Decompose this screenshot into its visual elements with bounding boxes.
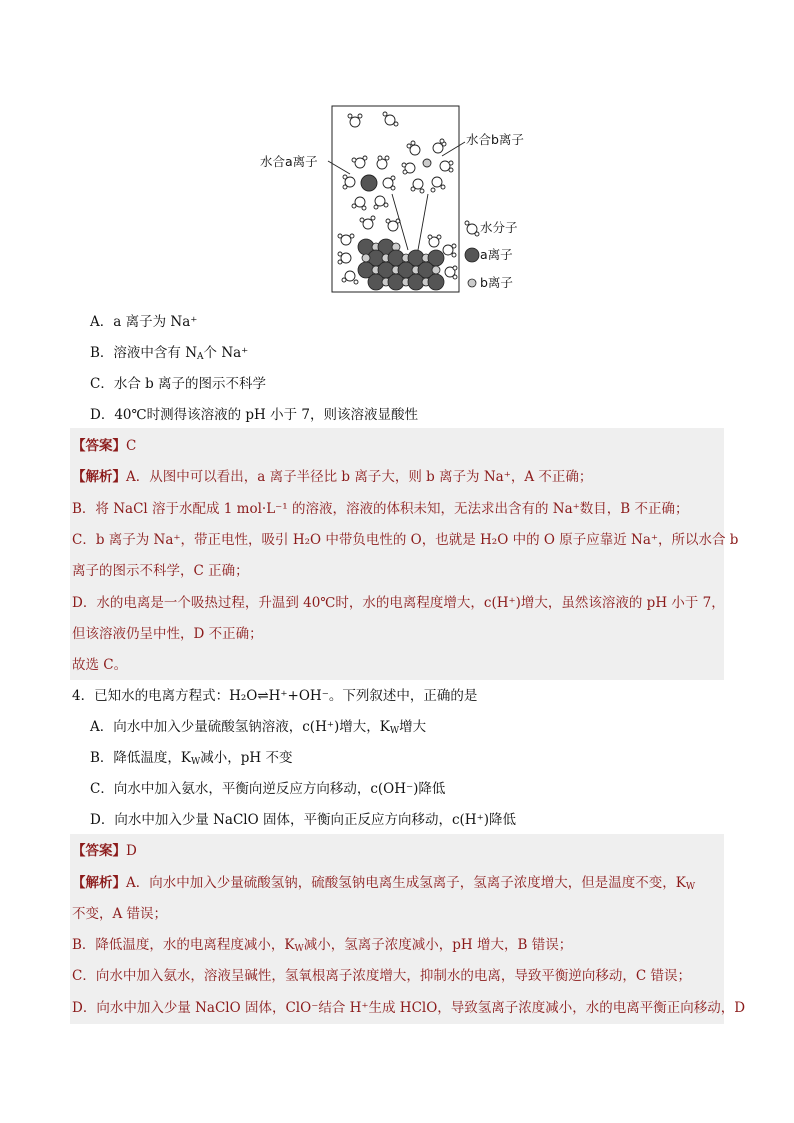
figure-legend bbox=[465, 220, 518, 290]
answer-value: D bbox=[126, 843, 137, 859]
q3-answer bbox=[72, 436, 136, 456]
q3-analysis-d-line1: D．水的电离是一个吸热过程，升温到 40℃时，水的电离程度增大，c(H⁺)增大，虽然该溶液的 pH 小于 7， bbox=[72, 595, 725, 611]
q3-analysis-c-line1: C．b 离子为 Na⁺，带正电性，吸引 H₂O 中带负电性的 O，也就是 H₂O 中的 O 原子应靠近 Na⁺，所以水合 b bbox=[72, 532, 739, 548]
q3-option-b-text: B．溶液中含有 N bbox=[90, 345, 198, 361]
q3-analysis-d-line2: 但该溶液仍呈中性，D 不正确； bbox=[72, 626, 263, 642]
q4-option-a-post: 增大 bbox=[399, 719, 427, 735]
q4-answer-block bbox=[70, 834, 724, 1024]
q3-option-b-sub: A bbox=[197, 352, 204, 362]
analysis-a-text: A．从图中可以看出，a 离子半径比 b 离子大，则 b 离子为 Na⁺，A 不正确； bbox=[126, 469, 593, 485]
q4-option-c: C．向水中加入氨水，平衡向逆反应方向移动，c(OH⁻)降低 bbox=[90, 781, 446, 797]
answer-value: C bbox=[126, 438, 137, 454]
q4-analysis-c: C．向水中加入氨水，溶液呈碱性，氢氧根离子浓度增大，抑制水的电离，导致平衡逆向移动，C 错误； bbox=[72, 968, 691, 984]
ion-hydration-figure bbox=[250, 100, 550, 300]
q3-analysis-a bbox=[72, 467, 592, 487]
analysis-b-post: 减小，氢离子浓度减小，pH 增大，B 错误； bbox=[303, 937, 573, 953]
q3-option-b bbox=[90, 343, 248, 367]
q3-conclusion: 故选 C。 bbox=[72, 657, 128, 673]
legend-a-label: a离子 bbox=[480, 247, 513, 262]
q3-option-a: A．a 离子为 Na⁺ bbox=[90, 314, 198, 330]
q4-option-b-text: B．降低温度，K bbox=[90, 750, 192, 766]
q4-analysis-b bbox=[72, 935, 572, 959]
q3-option-d: D．40℃时测得该溶液的 pH 小于 7，则该溶液显酸性 bbox=[90, 407, 418, 423]
analysis-b-text: B．降低温度，水的电离程度减小，K bbox=[72, 937, 295, 953]
answer-tag: 【答案】 bbox=[72, 438, 126, 454]
legend-b-label: b离子 bbox=[480, 275, 513, 290]
q4-option-b bbox=[90, 748, 293, 772]
q3-option-b-post: 个 Na⁺ bbox=[203, 345, 249, 361]
q3-option-c: C．水合 b 离子的图示不科学 bbox=[90, 376, 267, 392]
answer-tag: 【答案】 bbox=[72, 843, 126, 859]
q4-analysis-a-line1 bbox=[72, 873, 695, 897]
analysis-tag: 【解析】 bbox=[72, 875, 126, 891]
q4-option-a-text: A．向水中加入少量硫酸氢钠溶液，c(H⁺)增大，K bbox=[90, 719, 390, 735]
analysis-tag: 【解析】 bbox=[72, 469, 126, 485]
q4-option-b-post: 减小，pH 不变 bbox=[200, 750, 293, 766]
analysis-b-sub: W bbox=[294, 944, 304, 954]
analysis-a-text: A．向水中加入少量硫酸氢钠，硫酸氢钠电离生成氢离子，氢离子浓度增大，但是温度不变，K bbox=[126, 875, 686, 891]
q4-option-b-sub: W bbox=[191, 757, 201, 767]
q4-analysis-d: D．向水中加入少量 NaClO 固体，ClO⁻结合 H⁺生成 HClO，导致氢离子浓度减小，水的电离平衡正向移动，D bbox=[72, 1000, 746, 1016]
q4-analysis-a-line2: 不变，A 错误； bbox=[72, 906, 168, 922]
q3-analysis-b: B．将 NaCl 溶于水配成 1 mol·L⁻¹ 的溶液，溶液的体积未知，无法求出含有的 Na⁺数目，B 不正确； bbox=[72, 501, 689, 517]
q4-option-d: D．向水中加入少量 NaClO 固体，平衡向正反应方向移动，c(H⁺)降低 bbox=[90, 812, 516, 828]
q4-option-a-sub: W bbox=[389, 726, 400, 736]
legend-water-label: 水分子 bbox=[480, 220, 518, 235]
q4-option-a bbox=[90, 717, 426, 741]
q4-stem: 4．已知水的电离方程式：H₂O⇌H⁺+OH⁻。下列叙述中，正确的是 bbox=[72, 688, 478, 704]
label-hydrated-a: 水合a离子 bbox=[260, 154, 318, 169]
analysis-a-sub: W bbox=[685, 882, 696, 892]
q3-analysis-c-line2: 离子的图示不科学，C 正确； bbox=[72, 563, 249, 579]
label-hydrated-b: 水合b离子 bbox=[466, 132, 524, 147]
q4-answer bbox=[72, 841, 137, 861]
